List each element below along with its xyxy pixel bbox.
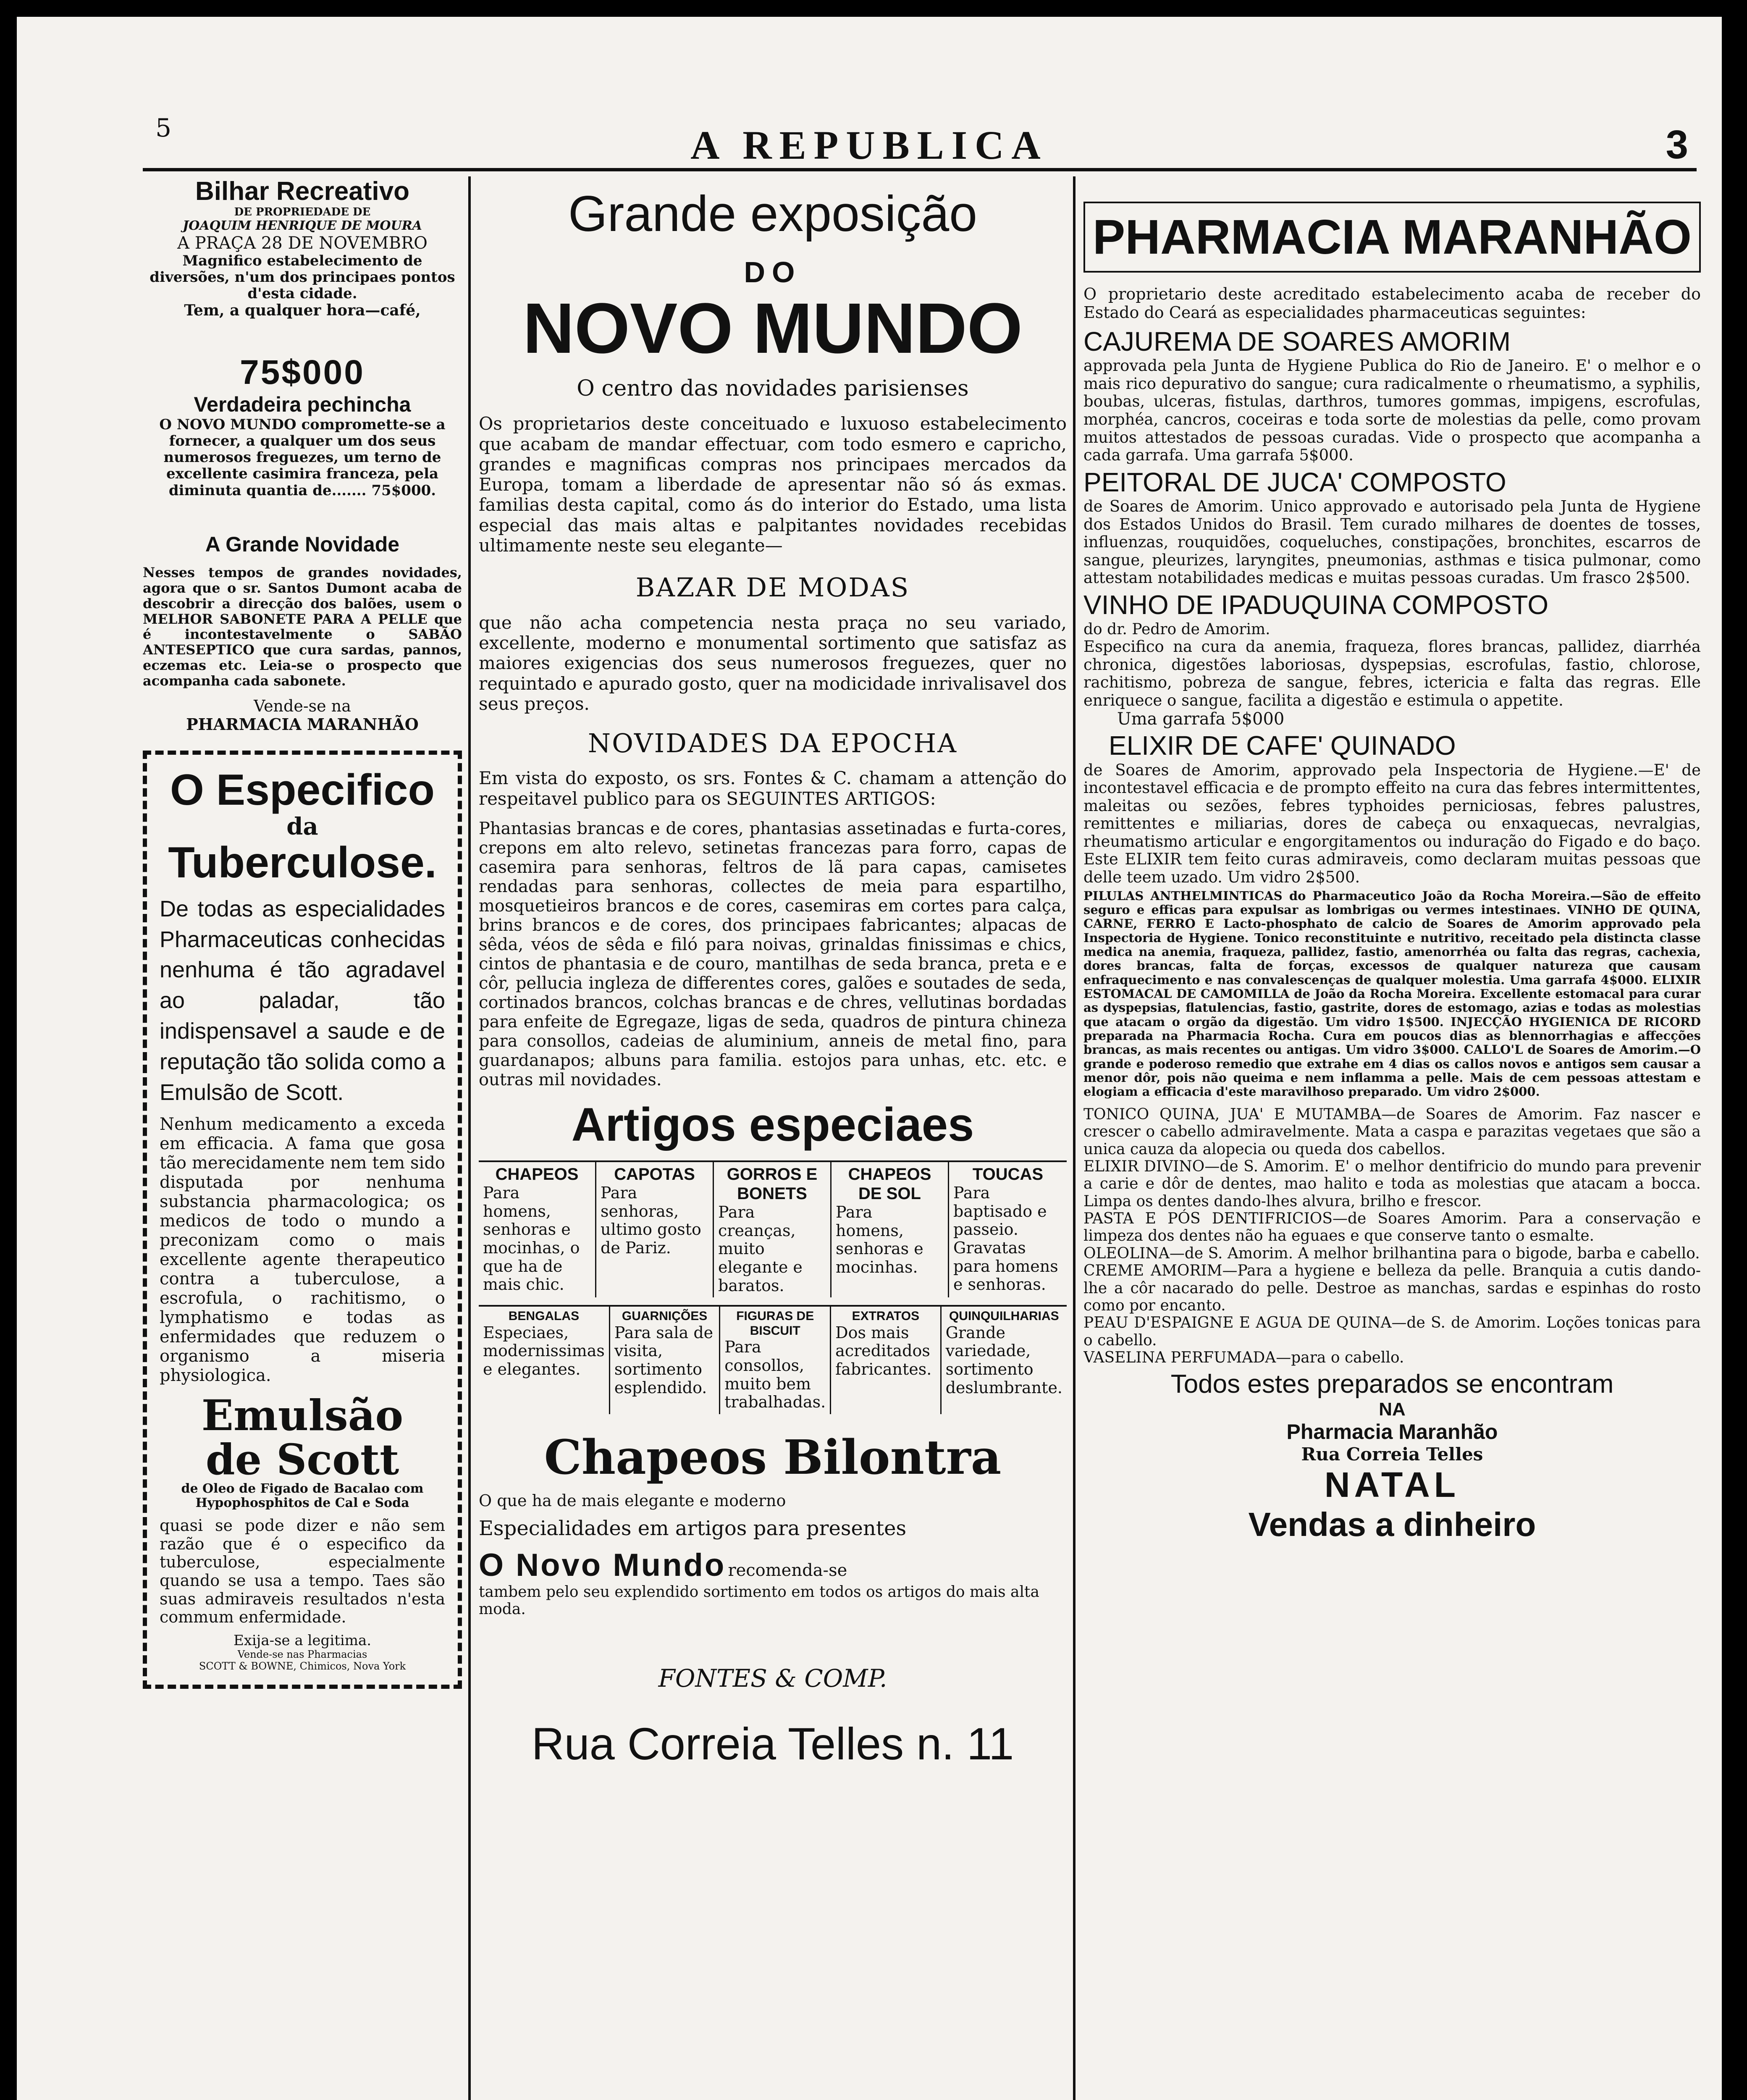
oleolina-item: OLEOLINA—de S. Amorim. A melhor brilhantina para o bigode, barba e cabello. (1083, 1244, 1700, 1262)
scott-ad (143, 751, 462, 1689)
column-rule-2 (1073, 176, 1075, 2100)
newspaper-page (17, 17, 1722, 2100)
footer-line-5: NATAL (1324, 1465, 1460, 1505)
bilontra-line-1: O que ha de mais elegante e moderno (479, 1491, 786, 1510)
offer-body: O NOVO MUNDO compromette-se a fornecer, a qualquer um dos seus numerosos freguezes, um terno de excellente casimira franceza, pela diminuta quantia de....... 75$000. (159, 416, 446, 499)
signature: FONTES & COMP. (658, 1664, 887, 1693)
tonico-item: TONICO QUINA, JUA' E MUTAMBA—de Soares de Amorim. Faz nascer e crescer o cabello admiravelmente. Mata a caspa e parazitas vegetaes que são a unica cauza da alopecia ou queda dos cabellos. (1083, 1105, 1701, 1158)
novidade-title: A Grande Novidade (205, 532, 400, 556)
expo-intro: Grande exposição (568, 186, 977, 242)
pharmacia-intro: O proprietario deste acreditado estabelecimento acaba de receber do Estado do Ceará as especialidades pharmaceuticas seguintes: (1083, 285, 1701, 322)
bilontra-line-4: tambem pelo seu explendido sortimento em todos os artigos do mais alta moda. (479, 1583, 1039, 1618)
pasta-item: PASTA E PÓS DENTIFRICIOS—de Soares Amorim. Para a conservação e limpeza dos dentes não ha eguaes e que conserve tanto o esmalte. (1083, 1210, 1701, 1245)
expo-p1: Os proprietarios deste conceituado e luxuoso estabelecimento que acabam de mandar effectuar, com todo esmero e capricho, grandes e magnificas compras nos principaes mercados da Europa, tomam a liberdade de apresentar não só ás exmas. familias desta capital, como ás do interior do Estado, uma lista especial das mais altas e palpitantes novidades recebidas ultimamente neste seu elegante— (479, 413, 1067, 556)
scott-legit: Exija-se a legitima. (233, 1632, 372, 1649)
bilhar-body: Magnifico estabelecimento de diversões, n'um dos principaes pontos d'esta cidade. (150, 252, 455, 302)
pharmacia-title: PHARMACIA MARANHÃO (1092, 210, 1692, 264)
bilontra-title: Chapeos Bilontra (544, 1430, 1002, 1486)
elixir-cafe-body: de Soares de Amorim, approvado pela Inspectoria de Hygiene.—E' de incontestavel efficacia e de prompto effeito na cura das febres intermittentes, maleitas ou sezões, febres typhoides perniciosas, febres palustres, remittentes e miliarias, dores de cabeça ou enxaquecas, nevralgias, rheumatismo articular e engorgitamentos ou induração do Figado e do baço. Este ELIXIR tem feito curas admiraveis, como declaram muitas pessoas que delle teem uzado. Um vidro 2$500. (1083, 761, 1701, 887)
masthead (17, 17, 1722, 168)
footer-line-2: NA (1379, 1399, 1406, 1420)
cajurema-title: CAJUREMA DE SOARES AMORIM (1083, 326, 1511, 357)
newspaper-title: A REPUBLICA (690, 123, 1048, 168)
pechincha-ad (143, 353, 462, 499)
footer-line-3: Pharmacia Maranhão (1286, 1420, 1498, 1444)
bazar-title: BAZAR DE MODAS (635, 572, 910, 603)
especiaes-row-2 (479, 1305, 1067, 1414)
page-mark: 5 (155, 113, 172, 143)
expo-store: NOVO MUNDO (523, 288, 1023, 368)
expo-subtitle: O centro das novidades parisienses (577, 375, 969, 401)
especiaes-row-1 (479, 1160, 1067, 1297)
footer-line-4: Rua Correia Telles (1301, 1444, 1483, 1465)
bilontra-line-2: Especialidades em artigos para presentes (479, 1516, 907, 1540)
elixir-divino-item: ELIXIR DIVINO—de S. Amorim. E' o melhor dentifricio do mundo para prevenir a carie e dôr de dentes, mao halito e toda as molestias que atacam a bocca. Limpa os dentes dando-lhes alvura, brilho e frescor. (1083, 1158, 1701, 1210)
column-rule-1 (468, 176, 471, 2100)
scott-body-3: quasi se pode dizer e não sem razão que é o especifico da tuberculose, especialmente quando se usa a tempo. Taes são suas admiraveis resultados n'esta commum enfermidade. (160, 1516, 445, 1627)
bilhar-owner: JOAQUIM HENRIQUE DE MOURA (183, 218, 422, 234)
vinho-title: VINHO DE IPADUQUINA COMPOSTO (1083, 589, 1549, 620)
scott-brand-1: Emulsão (201, 1390, 404, 1440)
scott-title-2: da (286, 813, 318, 841)
bilhar-address: A PRAÇA 28 DE NOVEMBRO (177, 233, 428, 253)
scott-maker: SCOTT & BOWNE, Chimicos, Nova York (199, 1660, 406, 1672)
expo-p4: Phantasias brancas e de cores, phantasias assetinadas e furta-cores, crepons em alto relevo, setinetas francezas para forro, capas de casemira para senhoras, feltros de lã para capas, camisetes rendadas para senhoras, collectes de meia para espartilho, mosquetieiros brancos e de cores, casemiras em cortes para calça, brins brancos e de cores, dos principaes fabricantes; alpacas de sêda, véos de sêda e filó para noivas, grinaldas finissimas e chics, cintos de phantasia e de couro, mantilhas de seda branca, preta e e côr, pellucia ingleza de differentes cores, galões e soutades de seda, cortinados brancos, colchas brancas e de chres, vellutinas bordadas para enfeite de Egregaze, ligas de seda, quadros de pintura chineza para consollos, cadeias de aluminium, anneis de metal fino, para guardanapos; albuns para familia. estojos para unhas, etc. etc. e outras mil novidades. (479, 819, 1067, 1090)
column-1 (143, 176, 462, 2100)
peitoral-title: PEITORAL DE JUCA' COMPOSTO (1083, 467, 1506, 497)
scott-formula: de Oleo de Figado de Bacalao com Hypophosphitos de Cal e Soda (181, 1481, 424, 1511)
epocha-title: NOVIDADES DA EPOCHA (588, 728, 958, 759)
store-address: Rua Correia Telles n. 11 (531, 1718, 1014, 1769)
bilhar-title: Bilhar Recreativo (195, 177, 409, 206)
scott-body-2: Nenhum medicamento a exceda em efficacia. A fama que gosa tão merecidamente nem tem sido disputada por nenhuma substancia pharmacologica; os medicos de todo o mundo a preconizam como o mais excellente agente therapeutico contra a tuberculose, a escrofula, o rachitismo, o lymphatismo e todas as enfermidades que reduzem o organismo a miseria physiologica. (160, 1114, 445, 1385)
footer-line-6: Vendas a dinheiro (1248, 1505, 1536, 1543)
expo-p3: Em vista do exposto, os srs. Fontes & C. chamam a attenção do respeitavel publico para os SEGUINTES ARTIGOS: (479, 768, 1067, 809)
offer-headline: Verdadeira pechincha (194, 392, 411, 416)
especiaes-title: Artigos especiaes (571, 1098, 974, 1151)
vinho-body: Especifico na cura da anemia, fraqueza, flores brancas, pallidez, diarrhéa chronica, digestões laboriosas, dyspepsias, escrofulas, fastio, chlorose, rachitismo, pobreza de sangue, febres, ictericia e falta das regras. Elle enriquece o sangue, facilita a digestão e estimula o appetite. (1083, 637, 1701, 709)
bilhar-hours: Tem, a qualquer hora—café, (184, 301, 421, 319)
especiaes-cell: FIGURAS DE BISCUIT Para consollos, muito bem trabalhadas. (720, 1307, 831, 1414)
expo-do: DO (744, 256, 802, 289)
novidade-body: Nesses tempos de grandes novidades, agora que o sr. Santos Dumont acaba de descobrir a direcção dos balões, usem o MELHOR SABONETE PARA A PELLE que é incontestavelmente o SABÃO ANTESEPTICO que cura sardas, pannos, eczemas etc. Leia-se o prospecto que acompanha cada sabonete. (143, 564, 462, 689)
vaselina-item: VASELINA PERFUMADA—para o cabello. (1083, 1349, 1404, 1367)
vinho-price: Uma garrafa 5$000 (1117, 709, 1285, 729)
column-2 (479, 176, 1067, 2100)
scott-seller: Vende-se nas Pharmacias (237, 1648, 367, 1661)
bilontra-line-3 (479, 1547, 1067, 1583)
scott-brand-2: de Scott (205, 1434, 399, 1484)
bilontra-recomenda: recomenda-se (728, 1560, 847, 1580)
peitoral-body: de Soares de Amorim. Unico approvado e autorisado pela Junta de Hygiene dos Estados Unidos do Brasil. Tem curado milhares de doentes de tosses, influenzas, rouquidões, coqueluches, constipações, bronchites, escarros de sangue, pleurizes, laryngites, pneumonias, asthmas e tisica pulmonar, como attestam notabilidades medicas e muitas pessoas curadas. Um frasco 2$500. (1083, 497, 1701, 587)
cajurema-body: approvada pela Junta de Hygiene Publica do Rio de Janeiro. E' o melhor e o mais rico depurativo do sangue; cura radicalmente o rheumatismo, a syphilis, boubas, ulceras, fistulas, darthros, tumores gommas, impigens, escrofulas, morphéa, cancros, coceiras e toda sorte de molestias da pelle, como provam muitos attestados de pessoas curadas. Vide o prospecto que acompanha a cada garrafa. Uma garrafa 5$000. (1083, 357, 1701, 465)
peau-item: PEAU D'ESPAIGNE E AGUA DE QUINA—de S. de Amorim. Loções tonicas para o cabello. (1083, 1314, 1701, 1349)
bilhar-ad (143, 176, 462, 319)
bilontra-store: O Novo Mundo (479, 1547, 726, 1583)
especiaes-cell: CHAPEOS Para homens, senhoras e mocinhas, o que ha de mais chic. (479, 1162, 596, 1297)
scott-title-1: O Especifico (170, 765, 435, 814)
novidade-sale: Vende-se na (254, 696, 351, 715)
scott-body-1: De todas as especialidades Pharmaceuticas conhecidas nenhuma é tão agradavel ao paladar, tão indispensavel a saude e de reputação tão solida como a Emulsão de Scott. (160, 896, 445, 1105)
bilhar-owner-label: DE PROPRIEDADE DE (234, 206, 371, 219)
novidade-seller: PHARMACIA MARANHÃO (186, 715, 419, 734)
especiaes-cell: CHAPEOS DE SOL Para homens, senhoras e mocinhas. (832, 1162, 949, 1297)
expo-p2: que não acha competencia nesta praça no seu variado, excellente, moderno e monumental sortimento que satisfaz as maiores exigencias dos seus numerosos freguezes, quer no requintado e apurado gosto, quer na modicidade inrivalisavel dos seus preços. (479, 612, 1067, 714)
vinho-author: do dr. Pedro de Amorim. (1083, 620, 1270, 638)
especiaes-cell: EXTRATOS Dos mais acreditados fabricantes. (831, 1307, 941, 1414)
especiaes-cell: CAPOTAS Para senhoras, ultimo gosto de Pariz. (596, 1162, 714, 1297)
header-rule (143, 168, 1697, 171)
elixir-cafe-title: ELIXIR DE CAFE' QUINADO (1109, 730, 1456, 761)
column-3 (1083, 176, 1701, 2100)
pharmacia-small-items: PILULAS ANTHELMINTICAS do Pharmaceutico João da Rocha Moreira.—São de effeito seguro e efficas para expulsar as lombrigas ou vermes intestinaes. VINHO DE QUINA, CARNE, FERRO E Lacto-phosphato de calcio de Soares de Amorim approvado pela Inspectoria de Hygiene. Tonico reconstituinte e nutritivo, receitado pela distincta classe medica na anemia, fraqueza, pallidez, fastio, amenorrhéa ou falta das regras, cachexia, dores brancas, falta de forças, excessos de qualquer natureza que causam enfraquecimento e nas convalescenças de qualquer molestia. Uma garrafa 4$000. ELIXIR ESTOMACAL DE CAMOMILLA de João da Rocha Moreira. Excellente estomacal para curar as dyspepsias, flatulencias, fastio, gastrite, dores de estomago, azias e todas as molestias que atacam o orgão da digestão. Um vidro 1$500. INJECÇÃO HYGIENICA DE RICORD preparada na Pharmacia Rocha. Cura em poucos dias as blennorrhagias e affecções brancas, as mais recentes ou antigas. Um vidro 3$000. CALLO'L de Soares de Amorim.—O grande e poderoso remedio que extrahe em 4 dias os callos novos e antigos sem causar a menor dôr, pois não queima e nem inflamma a pelle. Mais de cem pessoas attestam e elogiam a efficacia d'este maravilhoso preparado. Um vidro 2$000. (1083, 888, 1701, 1099)
scott-title-3: Tuberculose. (168, 838, 437, 887)
especiaes-cell: TOUCAS Para baptisado e passeio. Gravatas para homens e senhoras. (953, 1165, 1058, 1294)
page-number: 3 (1666, 122, 1688, 167)
pharmacia-title-box (1083, 202, 1701, 273)
offer-price: 75$000 (240, 353, 365, 392)
novidade-ad (143, 533, 462, 734)
especiaes-cell: GORROS E BONETS Para creanças, muito elegante e baratos. (714, 1162, 832, 1297)
creme-item: CREME AMORIM—Para a hygiene e belleza da pelle. Branquia a cutis dando-lhe a côr nacarado do pelle. Destroe as manchas, sardas e espinhas do rosto como por encanto. (1083, 1262, 1701, 1315)
especiaes-cell: GUARNIÇÕES Para sala de visita, sortimento esplendido. (610, 1307, 720, 1414)
especiaes-cell: QUINQUILHARIAS Grande variedade, sortimento deslumbrante. (945, 1309, 1063, 1397)
footer-line-1: Todos estes preparados se encontram (1170, 1369, 1614, 1399)
especiaes-cell: BENGALAS Especiaes, modernissimas e elegantes. (479, 1307, 610, 1414)
